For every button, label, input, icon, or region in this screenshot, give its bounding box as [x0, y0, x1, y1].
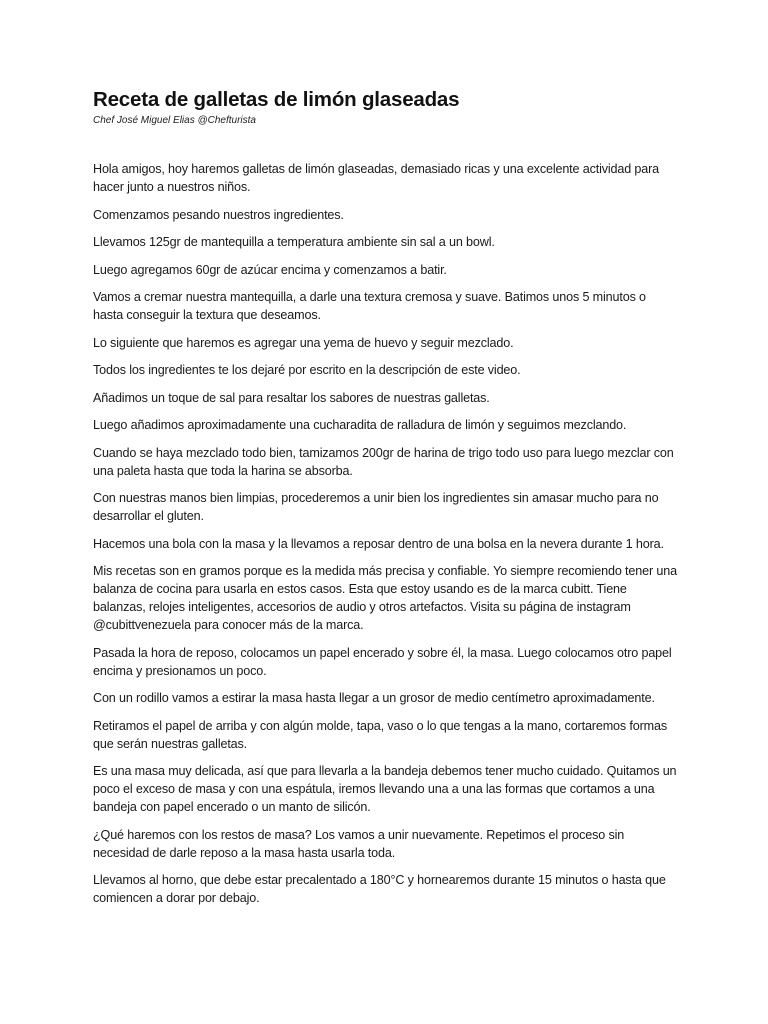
paragraph: Luego agregamos 60gr de azúcar encima y comenzamos a batir.	[93, 262, 447, 277]
paragraph: Todos los ingredientes te los dejaré por escrito en la descripción de este video.	[93, 363, 521, 377]
paragraph: Añadimos un toque de sal para resaltar los sabores de nuestras galletas.	[93, 390, 490, 405]
document-page	[93, 86, 678, 917]
paragraph: Hola amigos, hoy haremos galletas de limón glaseadas, demasiado ricas y una excelente actividad para hacer junto a nuestros niños.	[93, 162, 660, 194]
paragraph: Vamos a cremar nuestra mantequilla, a darle una textura cremosa y suave. Batimos unos 5 minutos o hasta conseguir la textura que deseamos.	[93, 290, 646, 322]
paragraph: Llevamos al horno, que debe estar precalentado a 180°C y hornearemos durante 15 minutos o hasta que comiencen a dorar por debajo.	[93, 873, 666, 905]
paragraph: ¿Qué haremos con los restos de masa? Los vamos a unir nuevamente. Repetimos el proceso sin necesidad de darle reposo a la masa hasta usarla toda.	[93, 827, 625, 860]
paragraph: Mis recetas son en gramos porque es la medida más precisa y confiable. Yo siempre recomiendo tener una balanza de cocina para usarla en estos casos. Esta que estoy usando es de la marca cubitt. Tiene balanzas, relojes inteligentes, accesorios de audio y otros artefactos. Visita su página de instagram @cubittvenezuela para conocer más de la marca.	[93, 564, 677, 632]
paragraph: Con un rodillo vamos a estirar la masa hasta llegar a un grosor de medio centímetro aproximadamente.	[93, 691, 655, 705]
paragraph: Cuando se haya mezclado todo bien, tamizamos 200gr de harina de trigo todo uso para luego mezclar con una paleta hasta que toda la harina se absorba.	[93, 445, 674, 478]
paragraph: Es una masa muy delicada, así que para llevarla a la bandeja debemos tener mucho cuidado. Quitamos un poco el exceso de masa y con una espátula, iremos llevando una a una las formas que cortamos a una bandeja con papel encerado o un manto de silicón.	[93, 764, 677, 814]
document-title: Receta de galletas de limón glaseadas	[93, 88, 460, 111]
paragraph: Con nuestras manos bien limpias, procederemos a unir bien los ingredientes sin amasar mucho para no desarrollar el gluten.	[93, 491, 659, 523]
paragraph: Pasada la hora de reposo, colocamos un papel encerado y sobre él, la masa. Luego colocamos otro papel encima y presionamos un poco.	[93, 645, 672, 678]
paragraph: Retiramos el papel de arriba y con algún molde, tapa, vaso o lo que tengas a la mano, cortaremos formas que serán nuestras galletas.	[93, 718, 667, 751]
paragraph: Lo siguiente que haremos es agregar una yema de huevo y seguir mezclado.	[93, 335, 514, 350]
paragraph: Hacemos una bola con la masa y la llevamos a reposar dentro de una bolsa en la nevera durante 1 hora.	[93, 536, 664, 551]
document-author: Chef José Miguel Elias @Chefturista	[93, 115, 256, 126]
paragraph: Comenzamos pesando nuestros ingredientes.	[93, 207, 344, 222]
paragraph: Luego añadimos aproximadamente una cucharadita de ralladura de limón y seguimos mezclando.	[93, 418, 627, 432]
paragraph: Llevamos 125gr de mantequilla a temperatura ambiente sin sal a un bowl.	[93, 235, 495, 249]
